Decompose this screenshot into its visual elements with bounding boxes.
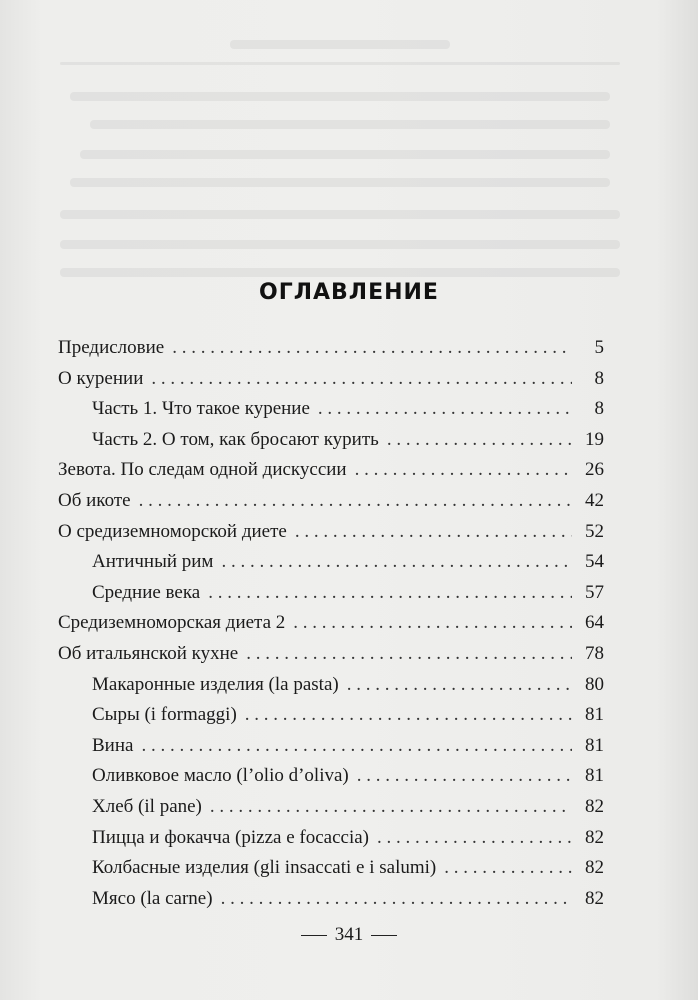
toc-entry-label: Зевота. По следам одной дискуссии bbox=[58, 459, 347, 481]
toc-entry-label: Средние века bbox=[92, 581, 201, 603]
toc-entry-label: Пицца и фокачча (pizza e focaccia) bbox=[92, 826, 369, 848]
toc-leader-dots bbox=[208, 578, 572, 609]
toc-entry-label: Об итальянской кухне bbox=[58, 642, 239, 664]
toc-entry[interactable] bbox=[58, 578, 604, 609]
toc-entry-label: Предисловие bbox=[58, 337, 165, 358]
toc-leader-dots bbox=[221, 547, 572, 578]
toc-entry[interactable] bbox=[58, 333, 604, 364]
toc-entry[interactable] bbox=[58, 364, 604, 395]
toc-entry-label: О курении bbox=[58, 367, 144, 389]
toc-leader-dots bbox=[355, 455, 572, 486]
toc-leader-dots bbox=[377, 823, 572, 854]
toc-entry[interactable] bbox=[58, 547, 604, 578]
toc-entry-page: 8 bbox=[594, 398, 604, 420]
toc-title: ОГЛАВЛЕНИЕ bbox=[259, 280, 439, 305]
toc-leader-dots bbox=[295, 517, 572, 548]
toc-entry-label: Оливковое масло (l’olio d’oliva) bbox=[92, 765, 349, 787]
toc-entry-page: 19 bbox=[585, 428, 604, 450]
toc-entry-label: Часть 1. Что такое курение bbox=[92, 398, 310, 420]
toc-entry[interactable] bbox=[58, 639, 604, 670]
toc-entry-page: 26 bbox=[585, 459, 604, 481]
toc-entry-page: 5 bbox=[594, 337, 604, 358]
toc-entry[interactable] bbox=[58, 608, 604, 639]
toc-entry-label: Античный рим bbox=[92, 551, 214, 573]
page-footer bbox=[0, 924, 698, 946]
bleed-through-text bbox=[0, 0, 698, 300]
toc-entry[interactable] bbox=[58, 731, 604, 762]
toc-leader-dots bbox=[172, 333, 572, 364]
toc-entry-label: О средиземноморской диете bbox=[58, 520, 287, 542]
table-of-contents bbox=[58, 333, 604, 914]
toc-entry-label: Вина bbox=[92, 734, 134, 756]
toc-entry[interactable] bbox=[58, 670, 604, 701]
toc-entry[interactable] bbox=[58, 853, 604, 884]
toc-entry[interactable] bbox=[58, 517, 604, 548]
toc-entry-page: 81 bbox=[585, 704, 604, 726]
toc-entry[interactable] bbox=[58, 486, 604, 517]
footer-dash-right bbox=[371, 935, 397, 937]
toc-entry-label: Часть 2. О том, как бросают курить bbox=[92, 428, 379, 450]
toc-leader-dots bbox=[444, 853, 572, 884]
toc-entry[interactable] bbox=[58, 455, 604, 486]
toc-leader-dots bbox=[387, 425, 572, 456]
toc-entry[interactable] bbox=[58, 761, 604, 792]
toc-entry-page: 42 bbox=[585, 489, 604, 511]
toc-leader-dots bbox=[318, 394, 572, 425]
toc-entry-page: 81 bbox=[585, 734, 604, 756]
toc-entry-page: 81 bbox=[585, 765, 604, 787]
toc-leader-dots bbox=[151, 364, 572, 395]
toc-leader-dots bbox=[246, 639, 572, 670]
toc-entry-page: 82 bbox=[585, 887, 604, 909]
toc-entry-label: Колбасные изделия (gli insaccati e i salumi) bbox=[92, 857, 437, 879]
toc-entry-page: 80 bbox=[585, 673, 604, 695]
toc-entry-page: 78 bbox=[585, 642, 604, 664]
footer-dash-left bbox=[301, 935, 327, 937]
toc-entry-page: 54 bbox=[585, 551, 604, 573]
toc-entry-page: 82 bbox=[585, 826, 604, 848]
toc-entry-page: 82 bbox=[585, 857, 604, 879]
toc-leader-dots bbox=[245, 700, 572, 731]
toc-entry-page: 64 bbox=[585, 612, 604, 634]
toc-leader-dots bbox=[141, 731, 572, 762]
toc-entry[interactable] bbox=[58, 394, 604, 425]
toc-entry[interactable] bbox=[58, 823, 604, 854]
toc-entry-page: 52 bbox=[585, 520, 604, 542]
page-number: 341 bbox=[334, 924, 364, 945]
toc-leader-dots bbox=[357, 761, 572, 792]
toc-leader-dots bbox=[347, 670, 572, 701]
toc-entry-label: Макаронные изделия (la pasta) bbox=[92, 673, 339, 695]
toc-entry-page: 57 bbox=[585, 581, 604, 603]
toc-entry-page: 8 bbox=[594, 367, 604, 389]
toc-entry-page: 82 bbox=[585, 795, 604, 817]
toc-leader-dots bbox=[293, 608, 572, 639]
toc-leader-dots bbox=[210, 792, 572, 823]
toc-entry[interactable] bbox=[58, 700, 604, 731]
toc-leader-dots bbox=[221, 884, 572, 915]
toc-entry-label: Хлеб (il pane) bbox=[92, 795, 202, 817]
toc-entry-label: Сыры (i formaggi) bbox=[92, 704, 237, 726]
toc-entry-label: Об икоте bbox=[58, 489, 131, 511]
toc-leader-dots bbox=[139, 486, 572, 517]
toc-entry[interactable] bbox=[58, 792, 604, 823]
toc-entry-label: Средиземноморская диета 2 bbox=[58, 612, 286, 634]
toc-entry[interactable] bbox=[58, 884, 604, 915]
toc-entry[interactable] bbox=[58, 425, 604, 456]
toc-entry-label: Мясо (la carne) bbox=[92, 887, 213, 909]
